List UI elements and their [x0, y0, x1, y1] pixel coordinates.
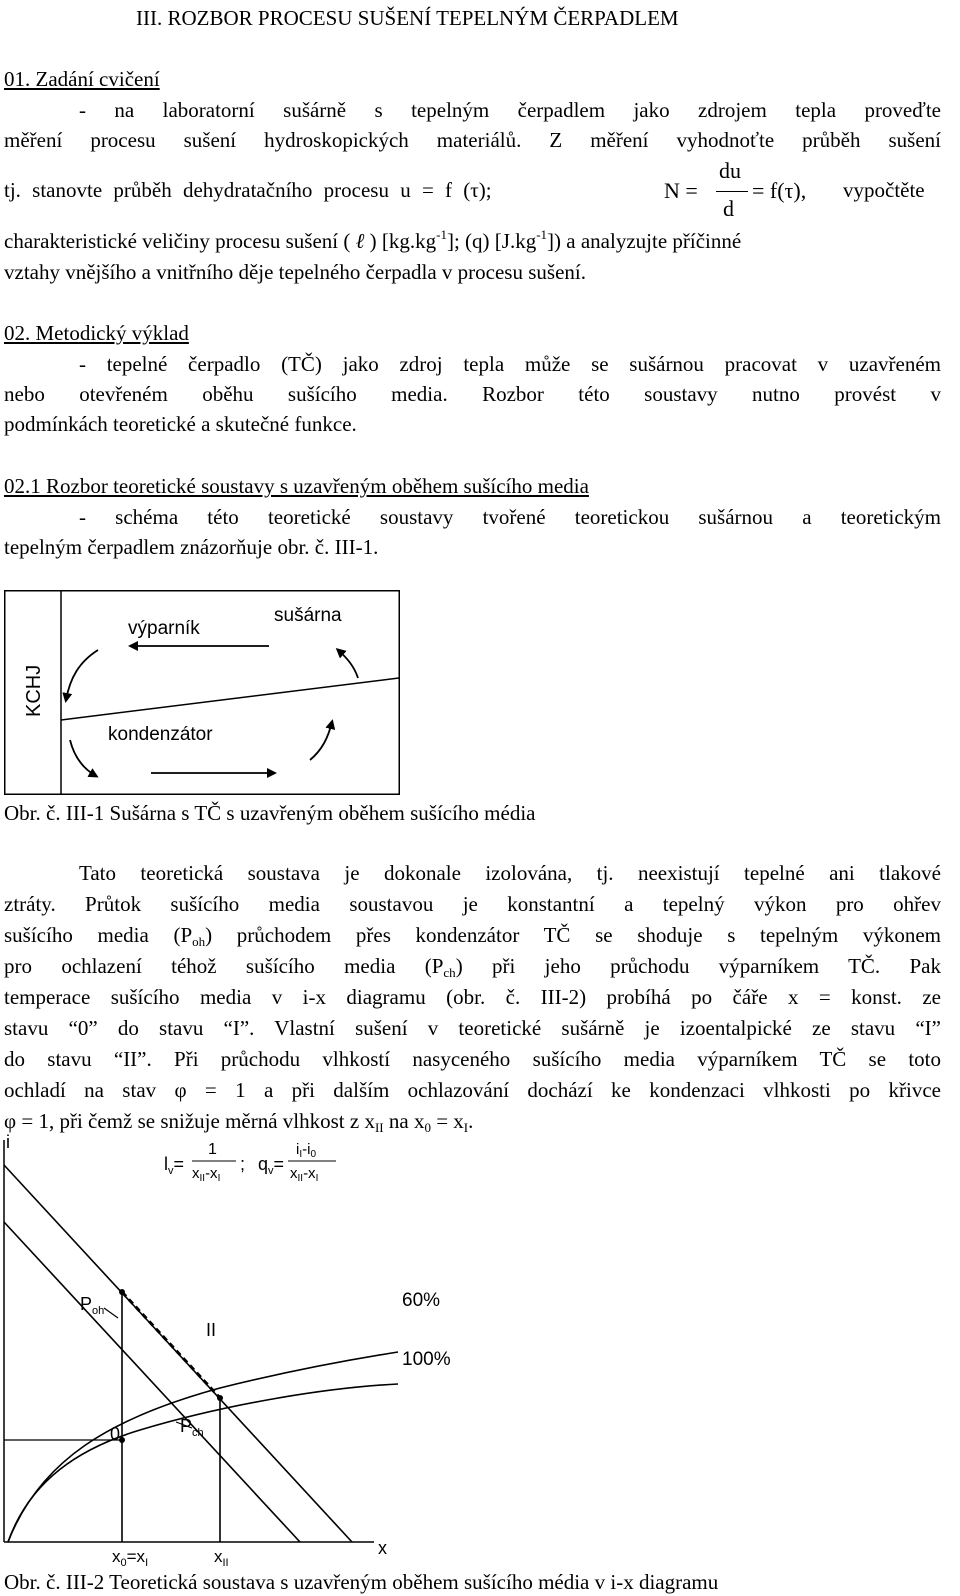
arrow-bottom-left-curve [70, 740, 96, 776]
para-l9c: = x [430, 1109, 464, 1133]
svg-text:lv=: $l_v=$ [164, 1154, 185, 1177]
svg-text:xII: $x_{II}$ [214, 1547, 229, 1569]
s2-line-2: nebo otevřeném oběhu sušícího media. Rozbor této soustavy nutno provést v [4, 382, 941, 406]
para-l4a: pro ochlazení téhož sušícího media (P [4, 954, 444, 978]
para-l3b: ) průchodem přes kondenzátor TČ se shoduje s tepelným výkonem [205, 923, 941, 947]
para-l3a: sušícího media (P [4, 923, 193, 947]
s1-line-4d: ]) a analyzujte příčinné [547, 229, 742, 253]
fig1-label-kondenzator: kondenzátor [108, 724, 213, 745]
point-II [217, 1395, 223, 1401]
section-021-title: 02.1 Rozbor teoretické soustavy s uzavřeným oběhem sušícího media [4, 474, 589, 498]
s2-line-3: podmínkách teoretické a skutečné funkce. [4, 412, 357, 436]
equation-N [664, 160, 824, 224]
svg-text:;: ; [240, 1154, 246, 1174]
svg-text:x0=xI: $x_0=x_I$ [112, 1547, 149, 1569]
para-line-6: stavu “0” do stavu “I”. Vlastní sušení v teoretické sušárně je izoentalpické ze stavu “I” [4, 1016, 941, 1040]
figure-1-caption: Obr. č. III-1 Sušárna s TČ s uzavřeným oběhem sušícího média [4, 801, 536, 825]
s1-line-3b: vypočtěte [843, 178, 925, 202]
para-line-1: Tato teoretická soustava je dokonale izolována, tj. neexistují tepelné ani tlakové [79, 861, 941, 885]
label-0: 0 [110, 1424, 121, 1444]
s1-line-4 [4, 229, 941, 253]
sub-ch: ch [443, 965, 456, 980]
s21-line-1: - schéma této teoretické soustavy tvořené teoretickou sušárnou a teoretickým [79, 505, 941, 529]
svg-text:iI-i0: $i_I-i_0$ [296, 1141, 317, 1160]
para-line-2: ztráty. Průtok sušícího media soustavou je konstantní a tepelný výkon pro ohřev [4, 892, 941, 916]
s21-line-2: tepelným čerpadlem znázorňuje obr. č. III-1. [4, 535, 379, 559]
label-poh [80, 1294, 104, 1317]
figure-2-ix-diagram [0, 1130, 480, 1570]
eq-fraction-bar [716, 191, 748, 192]
poh-pointer [104, 1308, 118, 1318]
drying-path-dashed [122, 1292, 220, 1398]
axis-i-label: i [6, 1132, 10, 1152]
sup-minus-one-2: -1 [536, 227, 548, 242]
s1-line-5: vztahy vnějšího a vnitřního děje tepelného čerpadla v procesu sušení. [4, 260, 586, 284]
figure-1-diagram [4, 590, 400, 795]
eq-N-lhs: N = [664, 178, 698, 203]
para-line-5: temperace sušícího media v i-x diagramu (obr. č. III-2) probíhá po čáře x = konst. ze [4, 985, 941, 1009]
para-line-8: ochladí na stav φ = 1 a při dalším ochlazování dochází ke kondenzaci vlhkosti po křivce [4, 1078, 941, 1102]
para-l4b: ) při jeho průchodu výparníkem TČ. Pak [455, 954, 941, 978]
para-line-4 [4, 954, 941, 978]
ell-symbol: ℓ [355, 229, 365, 253]
axis-x-label: x [378, 1538, 387, 1558]
fig1-label-kchj: KCHJ [23, 664, 45, 717]
svg-text:Pch: $P_{ch}$ [180, 1416, 204, 1439]
para-line-3 [4, 923, 941, 947]
para-l9a: φ = 1, při čemž se snižuje měrná vlhkost z x [4, 1109, 375, 1133]
sub-oh: oh [192, 934, 206, 949]
isenthalp-lower [4, 1222, 300, 1542]
eq-du: du [719, 158, 741, 183]
fig1-label-vyparnik: výparník [128, 618, 200, 639]
svg-text:xII-xI: $x_{II}-x_I$ [290, 1165, 319, 1184]
svg-text:xII-xI: $x_{II}-x_I$ [192, 1165, 221, 1184]
label-100: 100% [402, 1349, 451, 1370]
formula-lv-qv [164, 1141, 336, 1184]
arrow-top-left-curve [66, 650, 98, 700]
para-l9b: na x [383, 1109, 425, 1133]
section-02-title: 02. Metodický výklad [4, 321, 189, 345]
label-pch [180, 1416, 204, 1439]
label-60: 60% [402, 1290, 441, 1311]
svg-text:qv=: $q_v=$ [258, 1154, 285, 1177]
s2-line-1: - tepelné čerpadlo (TČ) jako zdroj tepla může se sušárnou pracovat v uzavřeném [79, 352, 941, 376]
para-l9d: . [468, 1109, 474, 1133]
sup-minus-one: -1 [436, 227, 447, 242]
page-heading: III. ROZBOR PROCESU SUŠENÍ TEPELNÝM ČERPADLEM [136, 6, 679, 30]
para-line-7: do stavu “II”. Při průchodu vlhkostí nasyceného sušícího media výparníkem TČ se toto [4, 1047, 941, 1071]
arrow-top-right-curve [338, 650, 358, 678]
label-xII [214, 1547, 229, 1569]
svg-text:1: 1 [208, 1141, 217, 1158]
s1-line-4b: ) [kg.kg [369, 229, 437, 253]
point-I [119, 1289, 125, 1295]
fig1-middle-divider [61, 678, 399, 720]
s1-line-3a: tj. stanovte průběh dehydratačního procesu u = f (τ); [4, 178, 492, 202]
s1-line-4c: ]; (q) [J.kg [446, 229, 537, 253]
figure-2-caption: Obr. č. III-2 Teoretická soustava s uzavřeným oběhem sušícího média v i-x diagramu [4, 1570, 719, 1594]
sub-II: II [374, 1120, 384, 1135]
curve-100-percent [8, 1384, 398, 1542]
sub-I: I [463, 1120, 469, 1135]
sub-0: 0 [424, 1120, 431, 1135]
label-II: II [206, 1320, 217, 1340]
s1-line-1: - na laboratorní sušárně s tepelným čerpadlem jako zdrojem tepla proveďte [79, 98, 941, 122]
s1-line-4a: charakteristické veličiny procesu sušení ( [4, 229, 351, 253]
arrow-bottom-right-curve [310, 722, 332, 760]
eq-rhs: = f(τ), [752, 178, 807, 203]
s1-line-2: měření procesu sušení hydroskopických materiálů. Z měření vyhodnoťte průběh sušení [4, 128, 941, 152]
section-01-title: 01. Zadání cvičení [4, 67, 160, 91]
svg-text:Poh: $P_{oh}$ [80, 1294, 105, 1317]
label-x0-eq-xI [112, 1547, 148, 1569]
eq-d: d [723, 196, 734, 221]
fig1-label-susarna: sušárna [274, 605, 342, 626]
